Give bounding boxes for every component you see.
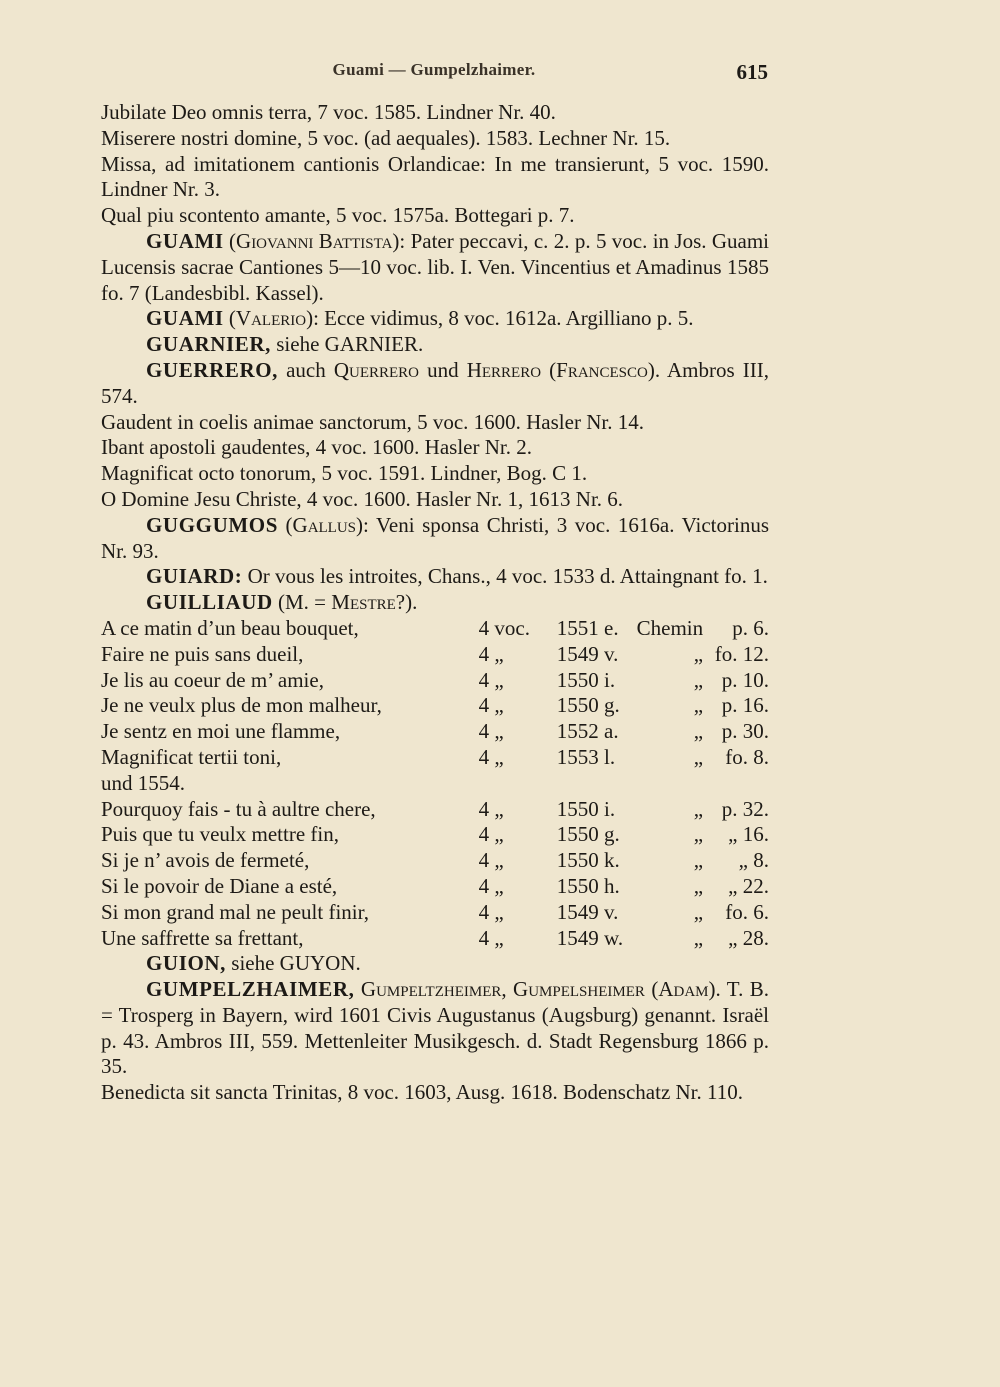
work-line: Gaudent in coelis animae sanctorum, 5 voc. 1600. Hasler Nr. 14.	[101, 409, 644, 434]
work-line: Ibant apostoli gaudentes, 4 voc. 1600. Hasler Nr. 2.	[101, 435, 532, 460]
voice-count	[479, 771, 557, 797]
running-head-title: Guami — Gumpelzhaimer.	[332, 60, 536, 79]
composer-alt-name: Querrero	[333, 357, 420, 382]
source-name: „	[693, 822, 704, 847]
composer-name: GUAMI	[146, 306, 224, 331]
voice-count: 4 „	[478, 796, 504, 821]
source-name: „	[693, 693, 704, 718]
entry-guilliaud	[101, 590, 769, 616]
entry-text: siehe GUYON.	[231, 951, 361, 976]
entry-text: Or vous les introites, Chans., 4 voc. 1533 d. Attaingnant fo. 1.	[247, 564, 768, 589]
table-row	[101, 616, 769, 642]
source-name: „	[693, 744, 704, 769]
print-year: 1550 g.	[556, 693, 620, 718]
composer-name: GUION,	[146, 951, 227, 976]
work-line: O Domine Jesu Christe, 4 voc. 1600. Hasler Nr. 1, 1613 Nr. 6.	[101, 486, 624, 511]
source-name: Chemin	[636, 615, 704, 640]
work-title: Pourquoy fais - tu à aultre chere,	[101, 796, 376, 821]
source-page: p. 6.	[732, 615, 769, 640]
source-name: „	[693, 667, 704, 692]
composer-forename: (Francesco).	[549, 357, 661, 382]
works-table	[101, 616, 769, 951]
composer-name: GUGGUMOS	[146, 512, 278, 537]
table-row	[101, 900, 769, 926]
composer-forename: (Adam).	[651, 977, 721, 1002]
running-head	[100, 60, 768, 86]
print-year: 1553 l.	[556, 744, 616, 769]
entry-text: T. B. = Trosperg in Bayern, wird 1601 Civis Augustanus (Augsburg) genannt. Israël p. 43. Ambros III, 559. Mettenleiter Musikgesch. d. Stadt Regensburg 1866 p. 35.	[101, 977, 770, 1079]
work-title: Faire ne puis sans dueil,	[101, 641, 304, 666]
entry-guami-giovanni	[101, 229, 769, 306]
entry-guggumos	[101, 513, 769, 565]
table-row	[101, 745, 769, 771]
entry-text: Ambros III, 574.	[101, 357, 770, 408]
source-name: „	[693, 796, 704, 821]
entry-guami-valerio	[101, 306, 769, 332]
composer-name: GUAMI	[146, 228, 224, 253]
source-page	[713, 771, 769, 797]
print-year	[557, 771, 631, 797]
source-page: fo. 8.	[725, 744, 769, 769]
source-name: „	[693, 925, 704, 950]
work-title: Magnificat tertii toni,	[101, 744, 282, 769]
table-row	[101, 797, 769, 823]
composer-name: GUMPELZHAIMER,	[146, 977, 355, 1002]
composer-name: GUARNIER,	[146, 332, 271, 357]
source-name: „	[693, 848, 704, 873]
work-title: Une saffrette sa frettant,	[101, 925, 304, 950]
voice-count: 4 „	[478, 744, 504, 769]
page-body	[101, 100, 769, 1106]
work-title: Si le povoir de Diane a esté,	[101, 873, 338, 898]
work-line: Magnificat octo tonorum, 5 voc. 1591. Lindner, Bog. C 1.	[101, 461, 588, 486]
source-page: fo. 6.	[725, 899, 769, 924]
composer-forename: (Valerio):	[228, 306, 319, 331]
entry-guiard	[101, 564, 769, 590]
voice-count: 4 „	[478, 693, 504, 718]
source-name	[631, 771, 713, 797]
composer-name: GUILLIAUD	[146, 590, 273, 615]
composer-forename: (Gallus):	[285, 512, 369, 537]
source-page: „ 22.	[728, 873, 769, 898]
table-row	[101, 693, 769, 719]
table-row	[101, 874, 769, 900]
composer-forename: (M. = Mestre?).	[278, 590, 418, 615]
print-year: 1551 e.	[556, 615, 619, 640]
entry-text: Ecce vidimus, 8 voc. 1612a. Argilliano p. 5.	[324, 306, 694, 331]
source-page: p. 32.	[721, 796, 769, 821]
print-year: 1550 i.	[556, 796, 616, 821]
entry-guarnier	[101, 332, 769, 358]
work-title: Je ne veulx plus de mon malheur,	[101, 693, 382, 718]
composer-alt-name: Herrero	[466, 357, 542, 382]
table-row	[101, 926, 769, 952]
voice-count: 4 voc.	[478, 615, 530, 640]
source-name: „	[693, 719, 704, 744]
entry-text: Veni sponsa Christi, 3 voc. 1616a. Victorinus Nr. 93.	[101, 512, 770, 563]
source-name: „	[693, 641, 704, 666]
table-row	[101, 642, 769, 668]
entry-gumpelzhaimer	[101, 977, 769, 1080]
work-title: und 1554.	[101, 770, 185, 795]
work-title: A ce matin d’un beau bouquet,	[101, 615, 359, 640]
source-name: „	[693, 873, 704, 898]
composer-name: GUERRERO,	[146, 357, 278, 382]
entry-text: auch	[286, 357, 326, 382]
table-row	[101, 848, 769, 874]
entry-line: Qual piu scontento amante, 5 voc. 1575a. Bottegari p. 7.	[101, 203, 575, 228]
source-page: p. 10.	[721, 667, 769, 692]
entry-text: siehe GARNIER.	[276, 332, 424, 357]
voice-count: 4 „	[478, 925, 504, 950]
voice-count: 4 „	[478, 719, 504, 744]
voice-count: 4 „	[478, 848, 504, 873]
entry-guerrero	[101, 358, 769, 410]
entry-line: Missa, ad imitationem cantionis Orlandicae: In me transierunt, 5 voc. 1590. Lindner Nr. 3.	[101, 151, 769, 202]
print-year: 1552 a.	[556, 719, 619, 744]
work-title: Puis que tu veulx mettre fin,	[101, 822, 339, 847]
composer-alt-name: Gumpeltzheimer, Gumpelsheimer	[360, 977, 645, 1002]
works-table-body	[101, 616, 769, 951]
table-row	[101, 771, 769, 797]
print-year: 1549 w.	[556, 925, 624, 950]
work-title: Si je n’ avois de fermeté,	[101, 848, 310, 873]
table-row	[101, 822, 769, 848]
source-page: p. 30.	[721, 719, 769, 744]
print-year: 1549 v.	[556, 641, 619, 666]
source-page: p. 16.	[721, 693, 769, 718]
work-line: Benedicta sit sancta Trinitas, 8 voc. 1603, Ausg. 1618. Bodenschatz Nr. 110.	[101, 1080, 743, 1105]
source-page: „ 28.	[728, 925, 769, 950]
source-page: „ 16.	[728, 822, 769, 847]
entry-text: Pater peccavi, c. 2. p. 5 voc. in Jos. Guami Lucensis sacrae Cantiones 5—10 voc. lib. I. Ven. Vincentius et Amadinus 1585 fo. 7 (Landesbibl. Kassel).	[101, 228, 770, 305]
print-year: 1550 g.	[556, 822, 620, 847]
source-page: fo. 12.	[714, 641, 769, 666]
work-title: Si mon grand mal ne peult finir,	[101, 899, 370, 924]
source-page: „ 8.	[738, 848, 769, 873]
composer-name: GUIARD:	[146, 564, 243, 589]
work-title: Je lis au coeur de m’ amie,	[101, 667, 324, 692]
table-row	[101, 719, 769, 745]
table-row	[101, 668, 769, 694]
entry-text: und	[427, 357, 459, 382]
print-year: 1550 k.	[556, 848, 620, 873]
voice-count: 4 „	[478, 899, 504, 924]
composer-forename: (Giovanni Battista):	[229, 228, 406, 253]
voice-count: 4 „	[478, 641, 504, 666]
voice-count: 4 „	[478, 822, 504, 847]
page-number: 615	[736, 60, 768, 84]
print-year: 1550 h.	[556, 873, 620, 898]
voice-count: 4 „	[478, 667, 504, 692]
entry-line: Jubilate Deo omnis terra, 7 voc. 1585. Lindner Nr. 40.	[101, 100, 556, 124]
print-year: 1549 v.	[556, 899, 619, 924]
entry-line: Miserere nostri domine, 5 voc. (ad aequales). 1583. Lechner Nr. 15.	[101, 125, 671, 150]
source-name: „	[693, 899, 704, 924]
work-title: Je sentz en moi une flamme,	[101, 719, 341, 744]
print-year: 1550 i.	[556, 667, 616, 692]
voice-count: 4 „	[478, 873, 504, 898]
entry-guion	[101, 951, 769, 977]
